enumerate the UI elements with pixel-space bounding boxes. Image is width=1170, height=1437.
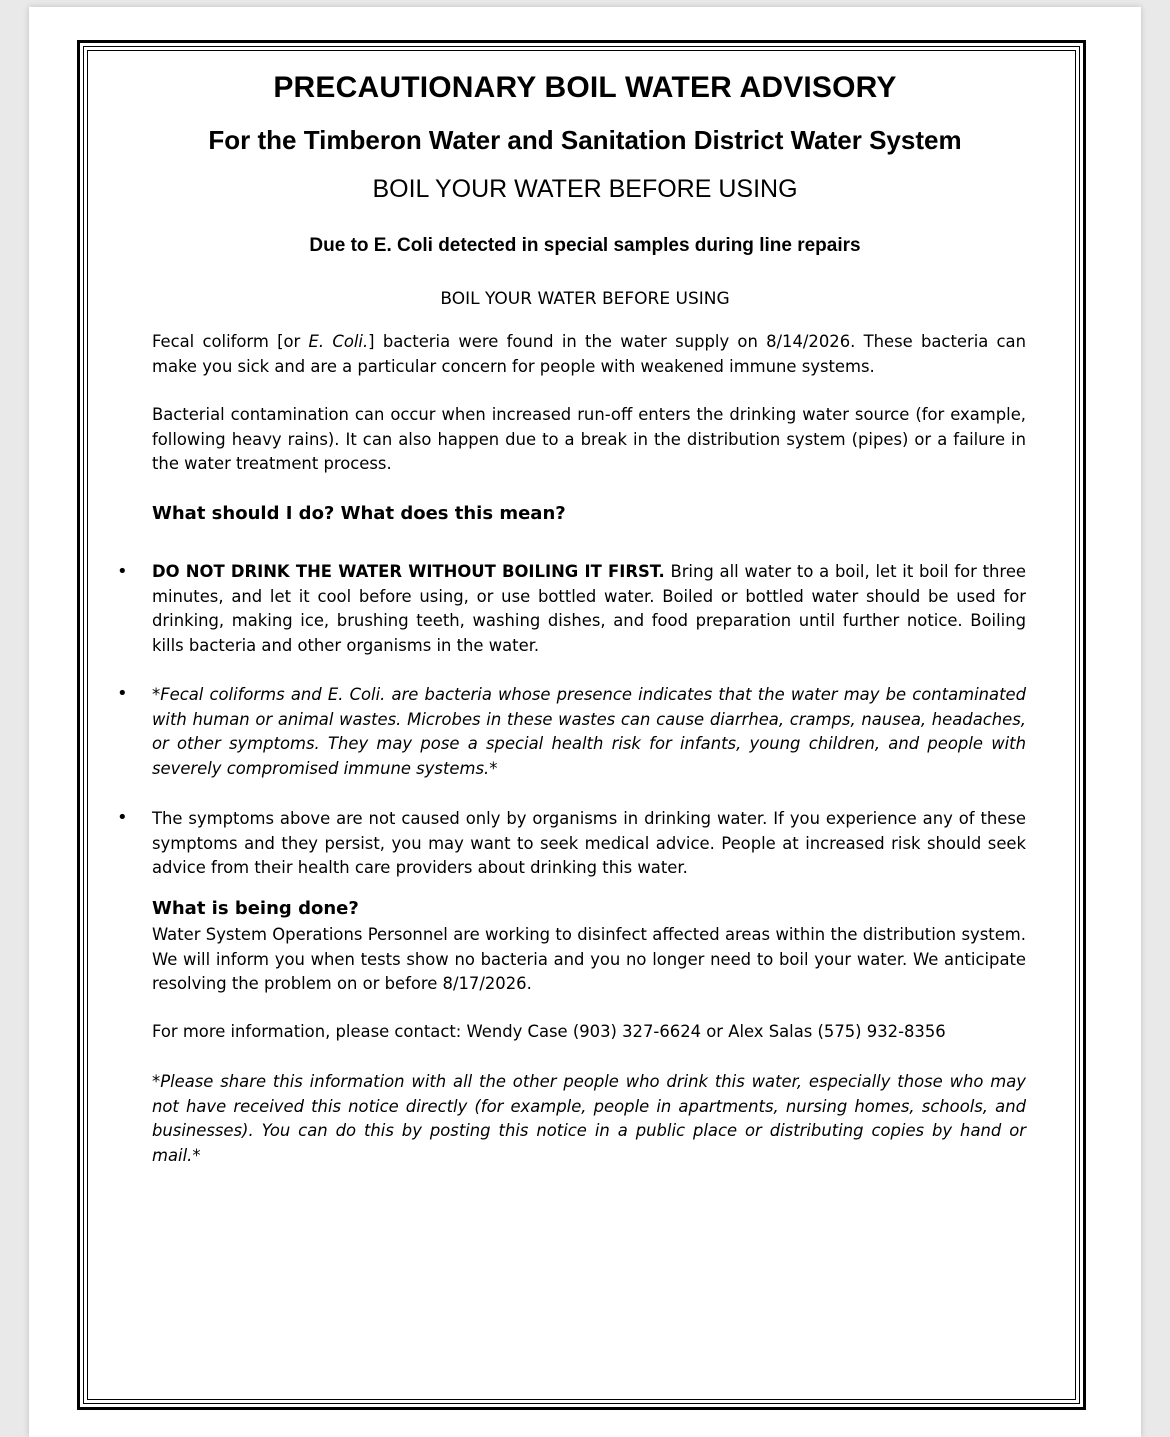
bullet-dot: • [117,683,128,704]
bullet-symptoms: The symptoms above are not caused only by organisms in drinking water. If you experience any of these symptoms and they persist, you may want to seek medical advice. People at increased risk should seek advice from their health care providers about drinking this water. [152,809,1026,877]
bullet-do-not-drink [152,560,1026,658]
para1-post: ] bacteria were found in the water supply on 8/14/2026. These bacteria can make you sick and are a particular concern for people with weakened immune systems. [152,332,1026,376]
paragraph-actions: Water System Operations Personnel are working to disinfect affected areas within the distribution system. We will inform you when tests show no bacteria and you no longer need to boil your water. We anticipate resolving the problem on or before 8/17/2026. [152,925,1026,993]
notice-subtitle: For the Timberon Water and Sanitation District Water System [208,125,962,155]
bullet-dot: • [117,561,128,582]
para1-ecoli-italic: E. Coli. [308,332,369,351]
bullet1-rest: Bring all water to a boil, let it boil for three minutes, and let it cool before using, or use bottled water. Boiled or bottled water should be used for drinking, making ice, brushing teeth, washing dishes, and food preparation until further notice. Boiling kills bacteria and other organisms in the water. [152,562,1026,655]
boil-heading-secondary: BOIL YOUR WATER BEFORE USING [440,289,730,309]
boil-heading: BOIL YOUR WATER BEFORE USING [372,175,798,203]
notice-title: PRECAUTIONARY BOIL WATER ADVISORY [273,71,897,104]
para1-pre: Fecal coliform [or [152,332,309,351]
bullet-fecal-coliforms: *Fecal coliforms and E. Coli. are bacteria whose presence indicates that the water may be contaminated with human or animal wastes. Microbes in these wastes can cause diarrhea, cramps, nausea, headaches, or other symptoms. They may pose a special health risk for infants, young children, and people with severely compromised immune systems.* [152,685,1026,778]
document-page [29,7,1141,1437]
question-what-to-do: What should I do? What does this mean? [152,503,566,524]
bullet1-lead: DO NOT DRINK THE WATER WITHOUT BOILING IT FIRST. [152,562,665,581]
bullet-dot: • [117,807,128,828]
question-what-is-being-done: What is being done? [152,898,359,919]
paragraph-contact: For more information, please contact: Wendy Case (903) 327-6624 or Alex Salas (575) 932-8356 [152,1022,946,1041]
reason-heading: Due to E. Coli detected in special samples during line repairs [309,235,861,256]
paragraph-contamination-found [152,330,1026,379]
paragraph-share-notice: *Please share this information with all the other people who drink this water, especially those who may not have received this notice directly (for example, people in apartments, nursing homes, schools, and businesses). You can do this by posting this notice in a public place or distributing copies by hand or mail.* [152,1072,1026,1165]
paragraph-contamination-cause: Bacterial contamination can occur when increased run-off enters the drinking water source (for example, following heavy rains). It can also happen due to a break in the distribution system (pipes) or a failure in the water treatment process. [152,405,1026,473]
